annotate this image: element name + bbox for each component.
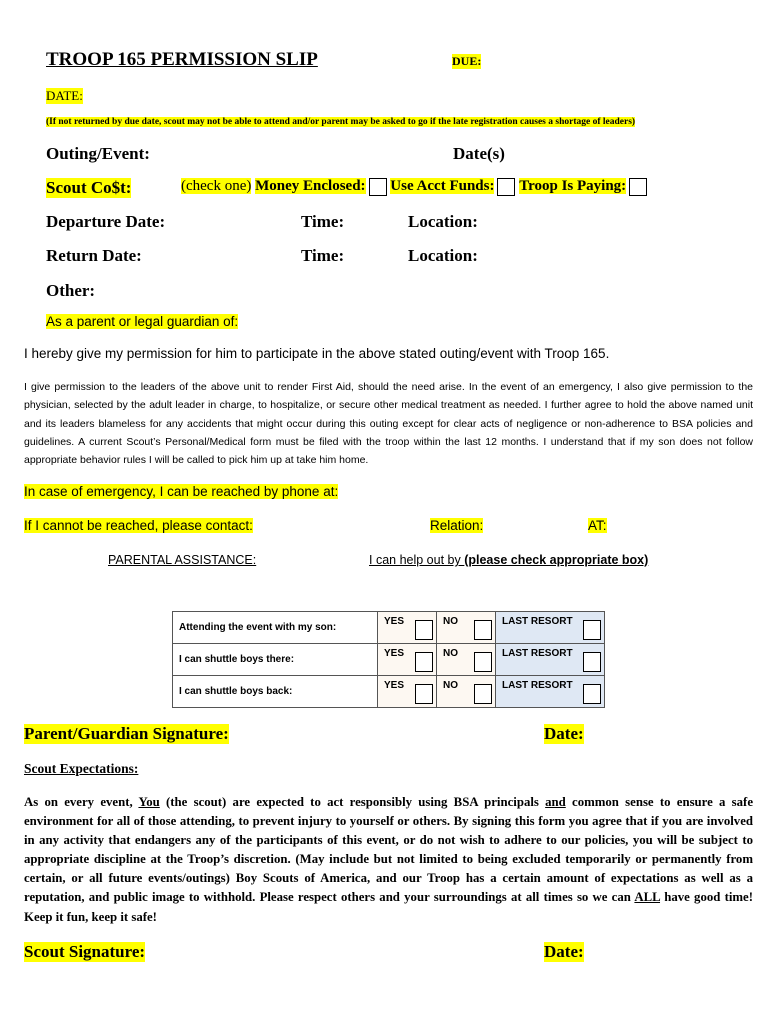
no-label: NO xyxy=(443,680,458,691)
no-cell xyxy=(437,644,496,676)
row-question: Attending the event with my son: xyxy=(173,612,378,644)
no-checkbox[interactable] xyxy=(474,684,492,704)
exp-all: ALL xyxy=(634,890,661,905)
parent-date-label: Date: xyxy=(544,724,584,743)
last-resort-label: LAST RESORT xyxy=(502,616,573,627)
exp-and: and xyxy=(545,795,566,809)
last-resort-checkbox[interactable] xyxy=(583,620,601,640)
last-resort-label: LAST RESORT xyxy=(502,648,573,659)
permission-statement: I hereby give my permission for him to participate in the above stated outing/event with Troop 165. xyxy=(24,346,610,361)
yes-cell xyxy=(378,612,437,644)
yes-label: YES xyxy=(384,648,405,659)
no-cell xyxy=(437,676,496,708)
scout-date-label: Date: xyxy=(544,942,584,961)
exp-text-3: common sense to ensure a safe environment for all of those attending, to prevent injury to yourself or others. By signing this form you agree that if you are involved in any activity that endangers any of the participants of this event, or do not wish to adhere to our policies, you will be subject to appropriate discipline at the Troop’s discretion. (May include but not limited to being excluded temporarily or permanently from certain, or all future events/outings) Boy Scouts of America, and our Troop has a certain amount of expectations as well as a reputation, and public image to withhold. Please respect others and your surroundings at all times so we can xyxy=(24,795,754,905)
use-acct-funds-label: Use Acct Funds: xyxy=(390,178,495,195)
at-label: AT: xyxy=(588,518,607,533)
help-out-label xyxy=(369,553,648,567)
money-enclosed-checkbox[interactable] xyxy=(369,178,387,196)
last-resort-label: LAST RESORT xyxy=(502,680,573,691)
last-resort-checkbox[interactable] xyxy=(583,652,601,672)
money-enclosed-label: Money Enclosed: xyxy=(255,178,366,195)
return-time-label: Time: xyxy=(301,246,345,265)
yes-label: YES xyxy=(384,680,405,691)
parental-assistance-table xyxy=(172,611,605,708)
exp-text-1: As on every event, xyxy=(24,795,139,809)
no-checkbox[interactable] xyxy=(474,652,492,672)
yes-checkbox[interactable] xyxy=(415,684,433,704)
relation-label: Relation: xyxy=(430,518,484,533)
use-acct-funds-checkbox[interactable] xyxy=(497,178,515,196)
cost-options xyxy=(181,178,647,196)
expectations-paragraph xyxy=(24,793,753,927)
permission-paragraph: I give permission to the leaders of the above unit to render First Aid, should the need arise. In the event of an emergency, I also give permission to the physician, selected by the adult leader in charge, to hospitalize, or secure other medical treatment as needed. I further agree to hold the above named unit and its leaders blameless for any accidents that might occur during this outing except for clear acts of negligence or non-adherence to BSA policies and guidelines. A current Scout’s Personal/Medical form must be filed with the troop within the last 12 months. I understand that if my son does not follow appropriate behavior rules I will be called to pick him up at take him home. xyxy=(24,381,753,467)
no-checkbox[interactable] xyxy=(474,620,492,640)
other-label: Other: xyxy=(46,281,96,300)
yes-cell xyxy=(378,676,437,708)
no-label: NO xyxy=(443,616,458,627)
departure-location-label: Location: xyxy=(408,212,478,231)
page-title: TROOP 165 PERMISSION SLIP xyxy=(46,49,318,70)
exp-you: You xyxy=(138,795,160,809)
check-one-label: (check one) xyxy=(181,178,252,195)
yes-checkbox[interactable] xyxy=(415,620,433,640)
row-question: I can shuttle boys there: xyxy=(173,644,378,676)
table-row xyxy=(173,612,605,644)
table-row xyxy=(173,644,605,676)
last-resort-cell xyxy=(496,612,605,644)
date-label: DATE: xyxy=(46,88,83,103)
no-label: NO xyxy=(443,648,458,659)
last-resort-cell xyxy=(496,644,605,676)
yes-checkbox[interactable] xyxy=(415,652,433,672)
parental-assistance-title: PARENTAL ASSISTANCE: xyxy=(108,553,257,567)
troop-paying-checkbox[interactable] xyxy=(629,178,647,196)
troop-paying-label: Troop Is Paying: xyxy=(519,178,627,195)
exp-text-2: (the scout) are expected to act responsibly using BSA principals xyxy=(159,795,546,809)
help-instruction: (please check appropriate box) xyxy=(464,553,649,567)
last-resort-cell xyxy=(496,676,605,708)
yes-cell xyxy=(378,644,437,676)
expectations-title: Scout Expectations: xyxy=(24,761,139,776)
contact-label: If I cannot be reached, please contact: xyxy=(24,518,253,533)
outing-event-label: Outing/Event: xyxy=(46,144,150,163)
yes-label: YES xyxy=(384,616,405,627)
scout-cost-label: Scout Co$t: xyxy=(46,178,132,197)
exp-text-4: have good time! Keep it fun, keep it safe! xyxy=(24,890,754,924)
due-label: DUE: xyxy=(452,54,482,68)
last-resort-checkbox[interactable] xyxy=(583,684,601,704)
emergency-phone-label: In case of emergency, I can be reached by phone at: xyxy=(24,484,339,499)
no-cell xyxy=(437,612,496,644)
row-question: I can shuttle boys back: xyxy=(173,676,378,708)
help-prefix: I can help out by xyxy=(369,553,465,567)
scout-signature-label: Scout Signature: xyxy=(24,942,146,961)
departure-date-label: Departure Date: xyxy=(46,212,166,231)
dates-label: Date(s) xyxy=(453,144,505,163)
return-location-label: Location: xyxy=(408,246,478,265)
table-row xyxy=(173,676,605,708)
departure-time-label: Time: xyxy=(301,212,345,231)
guardian-label: As a parent or legal guardian of: xyxy=(46,314,239,329)
return-date-label: Return Date: xyxy=(46,246,142,265)
parent-signature-label: Parent/Guardian Signature: xyxy=(24,724,229,743)
late-notice: (If not returned by due date, scout may not be able to attend and/or parent may be asked to go if the late registration causes a shortage of leaders) xyxy=(46,117,636,127)
